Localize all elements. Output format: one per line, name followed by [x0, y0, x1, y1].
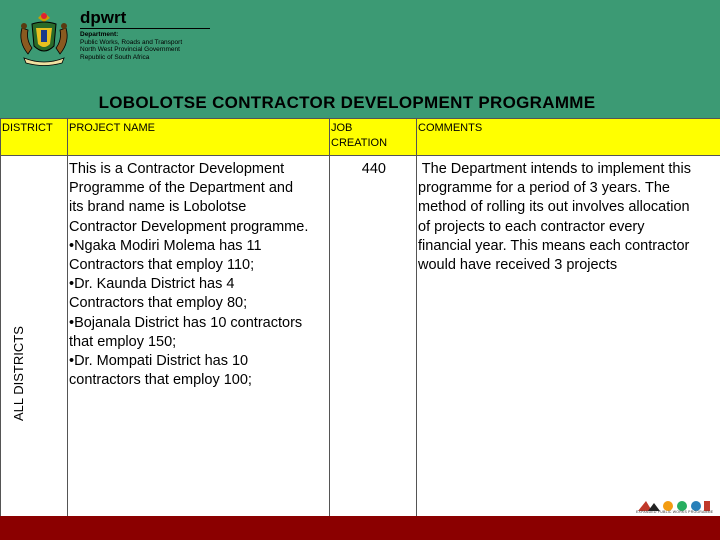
- table-row: [1, 156, 720, 517]
- dept-short-name: dpwrt: [80, 8, 127, 27]
- coat-of-arms-icon: [14, 8, 74, 68]
- job-creation-value: 440: [361, 161, 386, 177]
- dept-line: Public Works, Roads and Transport: [80, 38, 183, 46]
- table-header-row: [1, 119, 720, 156]
- dept-details: [80, 31, 182, 61]
- footer-bar: [0, 516, 720, 540]
- dept-line: Republic of South Africa: [80, 53, 150, 61]
- cell-district: [1, 156, 68, 517]
- header-comments: COMMENTS: [417, 119, 720, 156]
- comments-text: The Department intends to implement this programme for a period of 3 years. The method of rolling its out involves allocation of projects to each contractor every financial year. This means each contractor would have received 3 projects: [418, 161, 691, 274]
- project-description: This is a Contractor Development Programme of the Department and its brand name is Lobolotse Contractor Development programme. •Ngaka Modiri Molema has 11 Contractors that employ 110; •Dr. Kaunda District has 4 Contractors that employ 80; •Bojanala District has 10 contractors that employ 150; •Dr. Mompati District has 10 contractors that employ 100;: [69, 161, 309, 389]
- dept-label: Department:: [80, 31, 119, 38]
- cell-project-name: [68, 156, 330, 517]
- header-district: DISTRICT: [1, 119, 68, 156]
- cell-comments: [417, 156, 720, 517]
- programme-table: [0, 118, 720, 517]
- header-project-name: PROJECT NAME: [68, 119, 330, 156]
- header-banner: [0, 0, 720, 122]
- district-value: ALL DISTRICTS: [11, 326, 26, 421]
- cell-job-creation: [330, 156, 417, 517]
- dept-divider: [80, 28, 210, 29]
- page-title: LOBOLOTSE CONTRACTOR DEVELOPMENT PROGRAMME: [98, 93, 596, 112]
- epwp-label: EXPANDED PUBLIC WORKS PROGRAMME: [636, 510, 714, 514]
- dept-line: North West Provincial Government: [80, 46, 180, 53]
- header-job-creation: JOB CREATION: [330, 119, 417, 156]
